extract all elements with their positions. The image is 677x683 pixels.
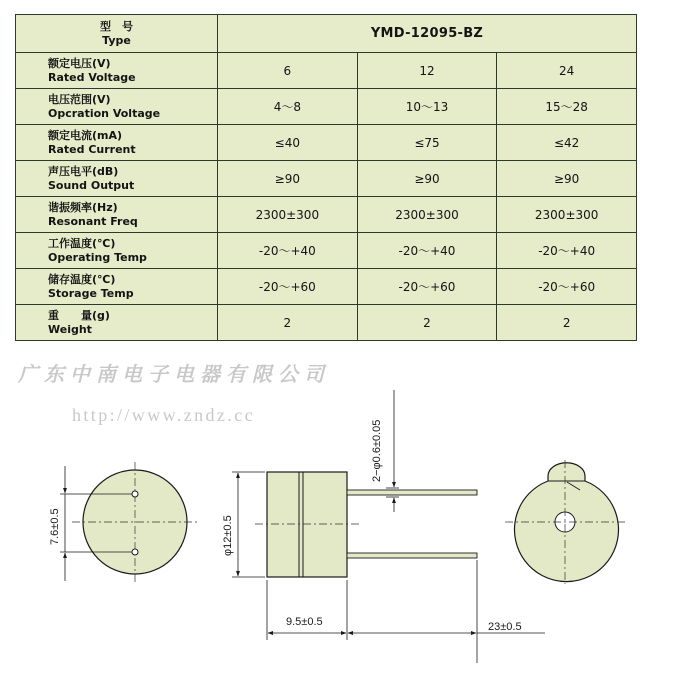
cell-value: -20～+60 bbox=[357, 269, 497, 305]
cell-value: 10～13 bbox=[357, 89, 497, 125]
row-label-cn: 电压范围(V) bbox=[48, 92, 111, 106]
row-label-cn: 储存温度(℃) bbox=[48, 272, 116, 286]
cell-value: -20～+40 bbox=[497, 233, 637, 269]
bottom-view bbox=[49, 462, 198, 582]
pin-hole bbox=[132, 549, 138, 555]
cell-value: 4～8 bbox=[218, 89, 358, 125]
type-label-cn: 型 号 bbox=[100, 19, 133, 33]
row-label-en: Rated Current bbox=[48, 142, 136, 156]
cell-value: -20～+40 bbox=[357, 233, 497, 269]
lead-pin bbox=[347, 553, 477, 558]
cell-value: 2 bbox=[218, 305, 358, 341]
row-label-en: Storage Temp bbox=[48, 286, 134, 300]
row-label-en: Weight bbox=[48, 322, 92, 336]
cell-value: ≤42 bbox=[497, 125, 637, 161]
cell-value: 2 bbox=[357, 305, 497, 341]
pin-pitch-label: 7.6±0.5 bbox=[49, 508, 61, 545]
row-label-en: Operating Temp bbox=[48, 250, 147, 264]
cell-value: 2300±300 bbox=[218, 197, 358, 233]
cell-value: ≥90 bbox=[357, 161, 497, 197]
row-label-en: Rated Voltage bbox=[48, 70, 136, 84]
cell-value: 2300±300 bbox=[357, 197, 497, 233]
row-label-cn: 工作温度(℃) bbox=[48, 236, 116, 250]
top-view bbox=[505, 460, 628, 584]
body-diameter-label: φ12±0.5 bbox=[222, 515, 234, 556]
body-height-label: 9.5±0.5 bbox=[286, 616, 323, 628]
side-view bbox=[222, 390, 545, 663]
row-label-cn: 额定电流(mA) bbox=[48, 128, 123, 142]
lead-length-label: 23±0.5 bbox=[488, 621, 522, 633]
cell-value: -20～+60 bbox=[218, 269, 358, 305]
cell-value: -20～+60 bbox=[497, 269, 637, 305]
pin-hole bbox=[132, 491, 138, 497]
row-label-cn: 重 量(g) bbox=[48, 308, 110, 322]
cell-value: 12 bbox=[357, 53, 497, 89]
url-watermark: http://www.zndz.cc bbox=[72, 405, 255, 425]
cell-value: ≤40 bbox=[218, 125, 358, 161]
side-view-body bbox=[267, 472, 347, 577]
cell-value: ≥90 bbox=[218, 161, 358, 197]
cell-value: 6 bbox=[218, 53, 358, 89]
type-label-en: Type bbox=[102, 33, 131, 47]
cell-value: ≤75 bbox=[357, 125, 497, 161]
row-label-en: Sound Output bbox=[48, 178, 135, 192]
row-label-en: Resonant Freq bbox=[48, 214, 138, 228]
company-watermark: 广东中南电子电器有限公司 bbox=[18, 362, 330, 386]
row-label-cn: 额定电压(V) bbox=[48, 56, 111, 70]
pin-diameter-label: 2−φ0.6±0.05 bbox=[371, 419, 383, 482]
row-label-en: Opcration Voltage bbox=[48, 106, 161, 120]
cell-value: -20～+40 bbox=[218, 233, 358, 269]
model-number: YMD-12095-BZ bbox=[218, 15, 637, 53]
row-label-cn: 声压电平(dB) bbox=[48, 164, 119, 178]
cell-value: 2 bbox=[497, 305, 637, 341]
row-label-cn: 谐振频率(Hz) bbox=[48, 200, 118, 214]
cell-value: ≥90 bbox=[497, 161, 637, 197]
cell-value: 24 bbox=[497, 53, 637, 89]
cell-value: 2300±300 bbox=[497, 197, 637, 233]
cell-value: 15～28 bbox=[497, 89, 637, 125]
lead-pin bbox=[347, 490, 477, 495]
